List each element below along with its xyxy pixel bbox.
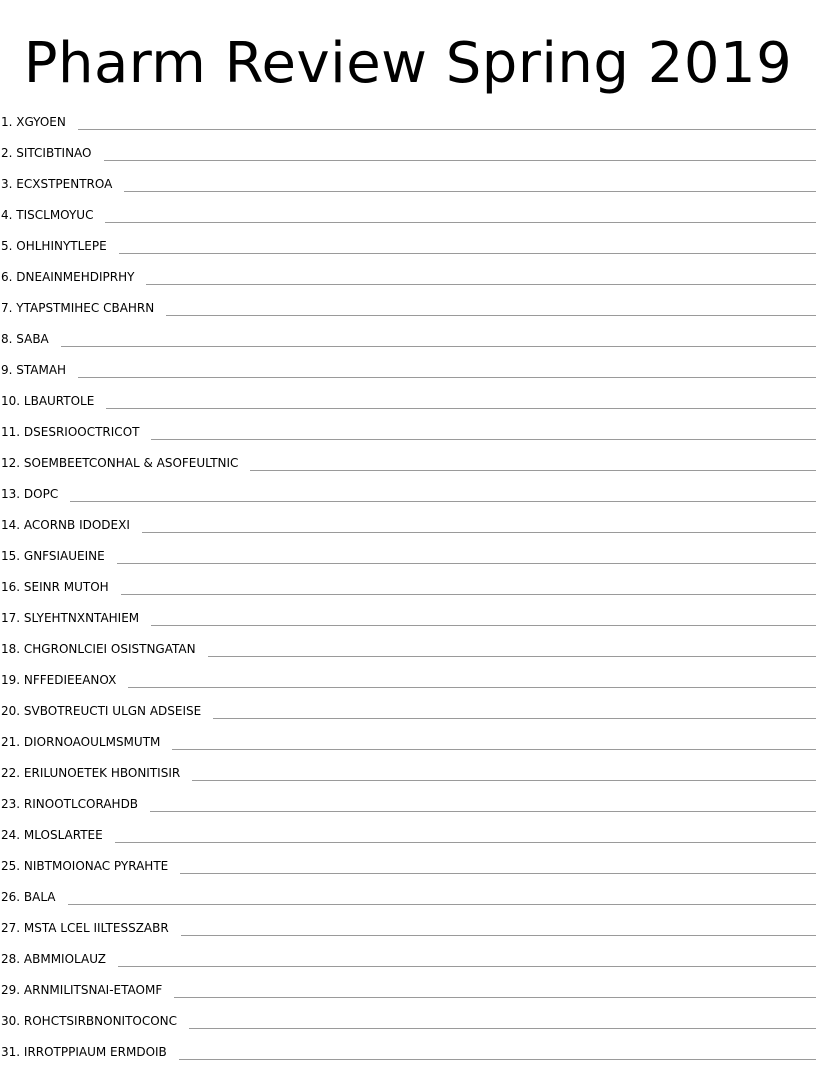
scrambled-word-label: 26. BALA <box>0 890 68 904</box>
scrambled-word-label: 17. SLYEHTNXNTAHIEM <box>0 611 151 625</box>
scrambled-word-label: 21. DIORNOAOULMSMUTM <box>0 735 172 749</box>
answer-line[interactable] <box>166 314 816 316</box>
list-item <box>0 915 816 946</box>
list-item <box>0 202 816 233</box>
scrambled-word-label: 11. DSESRIOOCTRICOT <box>0 425 151 439</box>
answer-line[interactable] <box>181 934 816 936</box>
scrambled-word-label: 8. SABA <box>0 332 61 346</box>
scrambled-word-label: 10. LBAURTOLE <box>0 394 106 408</box>
scrambled-word-label: 3. ECXSTPENTROA <box>0 177 124 191</box>
answer-line[interactable] <box>142 531 816 533</box>
scrambled-word-label: 31. IRROTPPIAUM ERMDOIB <box>0 1045 179 1059</box>
scrambled-word-label: 1. XGYOEN <box>0 115 78 129</box>
list-item <box>0 481 816 512</box>
list-item <box>0 450 816 481</box>
answer-line[interactable] <box>180 872 816 874</box>
list-item <box>0 326 816 357</box>
answer-line[interactable] <box>124 190 816 192</box>
answer-line[interactable] <box>250 469 816 471</box>
list-item <box>0 698 816 729</box>
answer-line[interactable] <box>189 1027 816 1029</box>
scrambled-word-label: 15. GNFSIAUEINE <box>0 549 117 563</box>
page-title: Pharm Review Spring 2019 <box>0 26 816 102</box>
answer-line[interactable] <box>128 686 816 688</box>
list-item <box>0 729 816 760</box>
scrambled-word-label: 27. MSTA LCEL IILTESSZABR <box>0 921 181 935</box>
list-item <box>0 791 816 822</box>
scrambled-word-label: 7. YTAPSTMIHEC CBAHRN <box>0 301 166 315</box>
list-item <box>0 233 816 264</box>
list-item <box>0 512 816 543</box>
answer-line[interactable] <box>213 717 816 719</box>
answer-line[interactable] <box>105 221 816 223</box>
list-item <box>0 1008 816 1039</box>
scrambled-word-label: 13. DOPC <box>0 487 70 501</box>
scrambled-word-label: 5. OHLHINYTLEPE <box>0 239 119 253</box>
list-item <box>0 853 816 884</box>
scrambled-word-label: 30. ROHCTSIRBNONITOCONC <box>0 1014 189 1028</box>
answer-line[interactable] <box>172 748 816 750</box>
scrambled-word-label: 22. ERILUNOETEK HBONITISIR <box>0 766 192 780</box>
list-item <box>0 605 816 636</box>
answer-line[interactable] <box>115 841 816 843</box>
scrambled-word-label: 16. SEINR MUTOH <box>0 580 121 594</box>
list-item <box>0 760 816 791</box>
answer-line[interactable] <box>117 562 816 564</box>
scrambled-word-label: 23. RINOOTLCORAHDB <box>0 797 150 811</box>
list-item <box>0 357 816 388</box>
answer-line[interactable] <box>61 345 816 347</box>
scrambled-word-label: 24. MLOSLARTEE <box>0 828 115 842</box>
list-item <box>0 884 816 915</box>
answer-line[interactable] <box>121 593 816 595</box>
list-item <box>0 109 816 140</box>
list-item <box>0 1039 816 1070</box>
list-item <box>0 419 816 450</box>
list-item <box>0 822 816 853</box>
answer-line[interactable] <box>146 283 816 285</box>
scramble-list <box>0 109 816 1070</box>
scrambled-word-label: 18. CHGRONLCIEI OSISTNGATAN <box>0 642 208 656</box>
answer-line[interactable] <box>78 128 816 130</box>
answer-line[interactable] <box>119 252 816 254</box>
answer-line[interactable] <box>78 376 816 378</box>
answer-line[interactable] <box>68 903 816 905</box>
list-item <box>0 636 816 667</box>
answer-line[interactable] <box>192 779 816 781</box>
answer-line[interactable] <box>208 655 816 657</box>
scrambled-word-label: 19. NFFEDIEEANOX <box>0 673 128 687</box>
scrambled-word-label: 6. DNEAINMEHDIPRHY <box>0 270 146 284</box>
answer-line[interactable] <box>151 624 816 626</box>
answer-line[interactable] <box>151 438 816 440</box>
answer-line[interactable] <box>150 810 816 812</box>
list-item <box>0 171 816 202</box>
list-item <box>0 295 816 326</box>
list-item <box>0 977 816 1008</box>
list-item <box>0 264 816 295</box>
list-item <box>0 140 816 171</box>
scrambled-word-label: 20. SVBOTREUCTI ULGN ADSEISE <box>0 704 213 718</box>
scrambled-word-label: 29. ARNMILITSNAI-ETAOMF <box>0 983 174 997</box>
scrambled-word-label: 28. ABMMIOLAUZ <box>0 952 118 966</box>
scrambled-word-label: 2. SITCIBTINAO <box>0 146 104 160</box>
answer-line[interactable] <box>179 1058 816 1060</box>
scrambled-word-label: 9. STAMAH <box>0 363 78 377</box>
answer-line[interactable] <box>118 965 816 967</box>
answer-line[interactable] <box>104 159 816 161</box>
list-item <box>0 946 816 977</box>
list-item <box>0 667 816 698</box>
list-item <box>0 543 816 574</box>
answer-line[interactable] <box>70 500 816 502</box>
list-item <box>0 574 816 605</box>
list-item <box>0 388 816 419</box>
scrambled-word-label: 4. TISCLMOYUC <box>0 208 105 222</box>
answer-line[interactable] <box>106 407 816 409</box>
answer-line[interactable] <box>174 996 816 998</box>
scrambled-word-label: 14. ACORNB IDODEXI <box>0 518 142 532</box>
scrambled-word-label: 25. NIBTMOIONAC PYRAHTE <box>0 859 180 873</box>
scrambled-word-label: 12. SOEMBEETCONHAL & ASOFEULTNIC <box>0 456 250 470</box>
